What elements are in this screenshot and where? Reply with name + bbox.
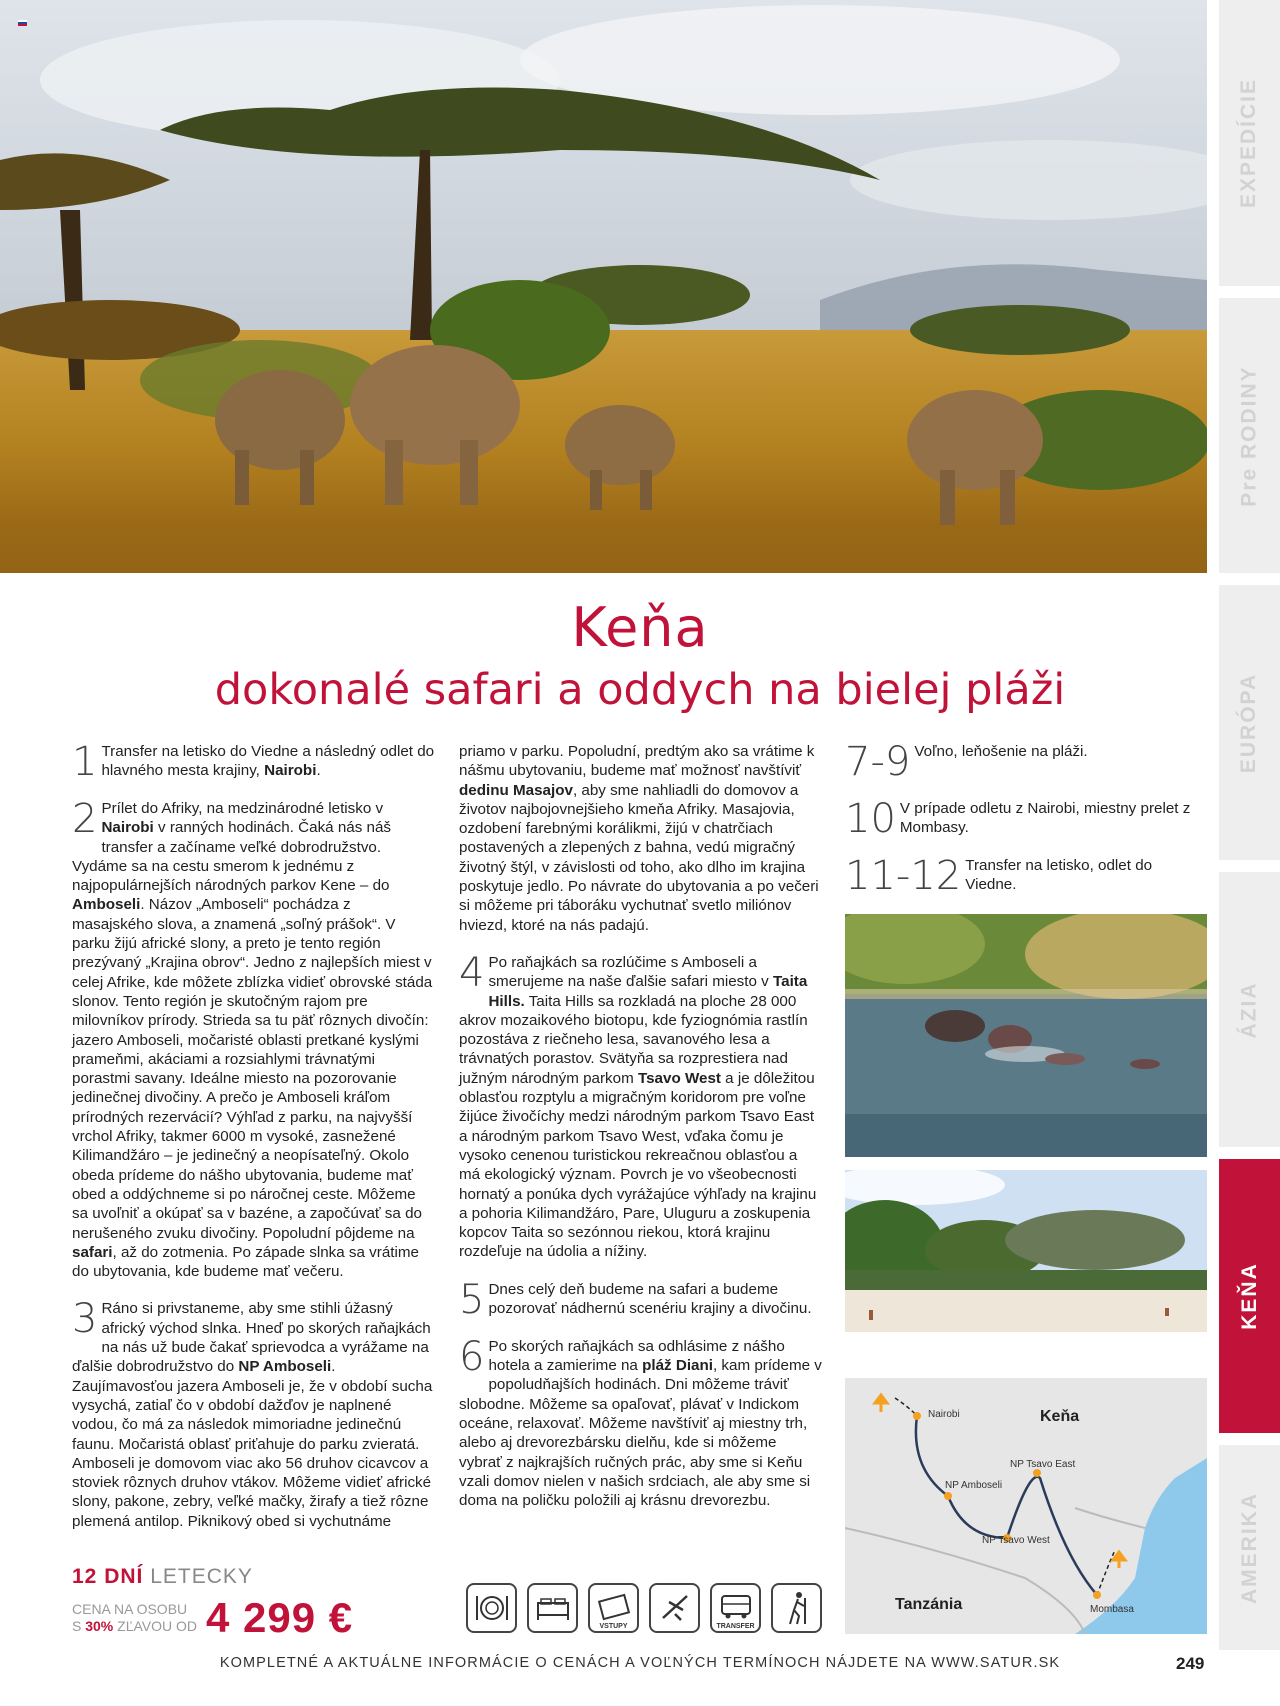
hero-photo-elephants xyxy=(0,0,1207,573)
tab-amerika[interactable]: AMERIKA xyxy=(1219,1445,1280,1650)
itinerary-column-1 xyxy=(72,739,435,1549)
included-services xyxy=(466,1583,826,1633)
tab-azia[interactable]: ÁZIA xyxy=(1219,872,1280,1147)
day-11-12: 11-12 Transfer na letisko, odlet do Viedne. xyxy=(845,853,1153,899)
page-number: 249 xyxy=(1176,1654,1205,1673)
hippo-river-photo xyxy=(845,914,1207,1157)
day-number: 3 xyxy=(72,1296,98,1343)
day-number: 4 xyxy=(459,949,485,996)
day-number: 10 xyxy=(845,796,896,842)
price-label: CENA NA OSOBU S 30% ZĽAVOU OD xyxy=(72,1601,198,1634)
flag-icon xyxy=(18,20,27,27)
flight-icon xyxy=(649,1583,700,1633)
tab-kena[interactable]: KEŇA xyxy=(1219,1159,1280,1433)
trip-duration: 12 DNÍ LETECKY xyxy=(72,1565,253,1588)
map-label-tanzania: Tanzánia xyxy=(895,1596,963,1613)
page-subtitle: dokonalé safari a oddych na bielej pláži xyxy=(214,665,1066,715)
map-label-kena: Keňa xyxy=(1040,1408,1080,1425)
map-city-mombasa: Mombasa xyxy=(1090,1604,1134,1615)
itinerary-column-2 xyxy=(459,742,822,1528)
price-value: 4 299 € xyxy=(206,1594,354,1641)
tab-europa[interactable]: EURÓPA xyxy=(1219,585,1280,860)
route-map xyxy=(845,1378,1207,1634)
footer-info: KOMPLETNÉ A AKTUÁLNE INFORMÁCIE O CENÁCH A VOĽNÝCH TERMÍNOCH NÁJDETE NA WWW.SATUR.SK xyxy=(219,1655,1061,1671)
day-2: 2 Prílet do Afriky, na medzinárodné letisko v Nairobi v ranných hodinách. Čaká nás náš transfer a začíname veľké dobrodružstvo. Vydáme sa na cestu smerom k jednému z najpopulárnejších národných parkov Kene – do Amboseli. Názov „Amboseli“ pochádza z masajského slova, a znamená „soľný prášok“. V parku žijú africké slony, a preto je tento región prezývaný „Krajina obrov“. Jedno z najlepších miest v celej Afrike, kde môžete zblízka vidieť obrovské stáda slonov. Tento región je skutočným rajom pre milovníkov prírody. Strieda sa tu päť rôznych divočín: jazero Amboseli, močaristé oblasti pretkané kyslými prameňmi, akáciami a rozsiahlymi trávnatými porastmi savany. Ideálne miesto na pozorovanie jedinečnej divočiny. A prečo je Amboseli kráľom prírodných rezervácií? Výhľad z parku, na najvyšší vrchol Afriky, takmer 6000 m vysoké, zasnežené Kilimandžáro – je jedinečný a neopísateľný. Okolo obeda prídeme do nášho ubytovania, budeme mať obed a oddýchneme si po náročnej ceste. Môžeme sa uvoľniť a okúpať sa v bazéne, a započúvať sa do nerušeného zvuku divočiny. Popoludní pôjdeme na safari, až do zotmenia. Po západe slnka sa vrátime do ubytovania, kde budeme mať večeru. xyxy=(72,796,433,1281)
transfer-bus-icon: TRANSFER xyxy=(710,1583,761,1633)
day-10: 10 V prípade odletu z Nairobi, miestny prelet z Mombasy. xyxy=(845,796,1191,842)
map-city-tsavo-east: NP Tsavo East xyxy=(1010,1459,1076,1470)
day-3: 3 Ráno si privstaneme, aby sme stihli úžasný africký východ slnka. Hneď po skorých raňajkách na nás už bude čakať sprievodca a vyrážame na ďalšie dobrodružstvo do NP Amboseli. Zaujímavosťou jazera Amboseli je, že v období sucha vysychá, zatiaľ čo v období dažďov je naplnené vodou, čo má za následok mimoriadne jedinečnú faunu. Močaristá oblasť priťahuje do parku zvieratá. Amboseli je domovom viac ako 56 druhov cicavcov a stoviek rôznych druhov vtákov. Môžeme vidieť africké slony, pakone, zebry, veľké mačky, žirafy a tiež rôzne plemená antilop. Piknikový obed si vychutnáme xyxy=(72,1296,433,1530)
tab-expedicie[interactable]: EXPEDÍCIE xyxy=(1219,0,1280,286)
day-5: 5 Dnes celý deň budeme na safari a budeme pozorovať nádhernú scenériu krajiny a divočinu. xyxy=(459,1276,812,1323)
meals-icon xyxy=(466,1583,517,1633)
day-number: 5 xyxy=(459,1276,485,1323)
hiking-icon xyxy=(771,1583,822,1633)
day-number: 11-12 xyxy=(845,853,962,899)
day-6: 6 Po skorých raňajkách sa odhlásime z nášho hotela a zamierime na pláž Diani, kam prídeme v popoludňajších hodinách. Dni môžeme tráviť slobodne. Môžeme sa opaľovať, plávať v Indickom oceáne, relaxovať. Môžeme navštíviť aj miestny trh, alebo aj drevorezbársku dielňu, kde si môžeme vybrať z najkrajších ručných prác, aby sme si Keňu vzali domov nielen v našich srdciach, ale aby sme si doma na poličku položili aj krásnu drevorezbu. xyxy=(459,1333,822,1510)
entrance-ticket-icon: VSTUPY xyxy=(588,1583,639,1633)
day-number: 2 xyxy=(72,796,98,842)
map-city-tsavo-west: NP Tsavo West xyxy=(982,1535,1050,1546)
day-number: 1 xyxy=(72,739,98,785)
page-title: Keňa xyxy=(571,596,709,659)
day-1: 1 Transfer na letisko do Viedne a následný odlet do hlavného mesta krajiny, Nairobi. xyxy=(72,739,435,785)
section-tabs xyxy=(1219,0,1280,1650)
day-number: 7-9 xyxy=(845,739,911,785)
day-7-9: 7-9 Voľno, leňošenie na pláži. xyxy=(845,739,1088,785)
day-4: 4 Po raňajkách sa rozlúčime s Amboseli a smerujeme na naše ďalšie safari miesto v Taita Hills. Taita Hills sa rozkladá na ploche 28 000 akrov mozaikového biotopu, kde fyziognómia rastlín pozostáva z riečneho lesa, savanového lesa a trávnatých porastov. Svätyňa sa rozprestiera nad južným národným parkom Tsavo West a je dôležitou oblasťou rozptylu a migračným koridorom pre voľne žijúce živočíchy medzi národným parkom Tsavo East a národným parkom Tsavo West, vďaka čomu je vysoko cenenou turistickou rekreačnou oblasťou a má ekologický význam. Povrch je vo všeobecnosti hornatý a ponúka dych vyrážajúce výhľady na krajinu a pohoria Kilimandžáro, Pare, Uluguru a zoskupenia kopcov Taita so sezónnou riekou, ktorá krajinu rozdeľuje na údolia a nížiny. xyxy=(459,949,817,1261)
tab-pre-rodiny[interactable]: Pre RODINY xyxy=(1219,298,1280,573)
itinerary-column-3 xyxy=(845,739,1207,913)
map-city-amboseli: NP Amboseli xyxy=(945,1480,1003,1491)
day-number: 6 xyxy=(459,1333,485,1380)
diani-beach-photo xyxy=(845,1170,1207,1332)
map-city-nairobi: Nairobi xyxy=(928,1409,960,1420)
day-3-continued: priamo v parku. Popoludní, predtým ako sa vrátime k nášmu ubytovaniu, budeme mať možnosť navštíviť dedinu Masajov, aby sme nahliadli do domovov a životov najbojovnejšieho kmeňa Afriky. Masajovia, ozdobení farebnými korálikmi, žijú v chatrčiach postavených a zlepených z bahna, vedú migračný životný štýl, v závislosti od toho, ako dlho im krajina poskytuje jedlo. Po návrate do ubytovania a po večeri si môžeme pri táboráku vychutnať svetlo miliónov hviezd, ktoré na nás padajú. xyxy=(459,743,819,934)
bed-icon xyxy=(527,1583,578,1633)
